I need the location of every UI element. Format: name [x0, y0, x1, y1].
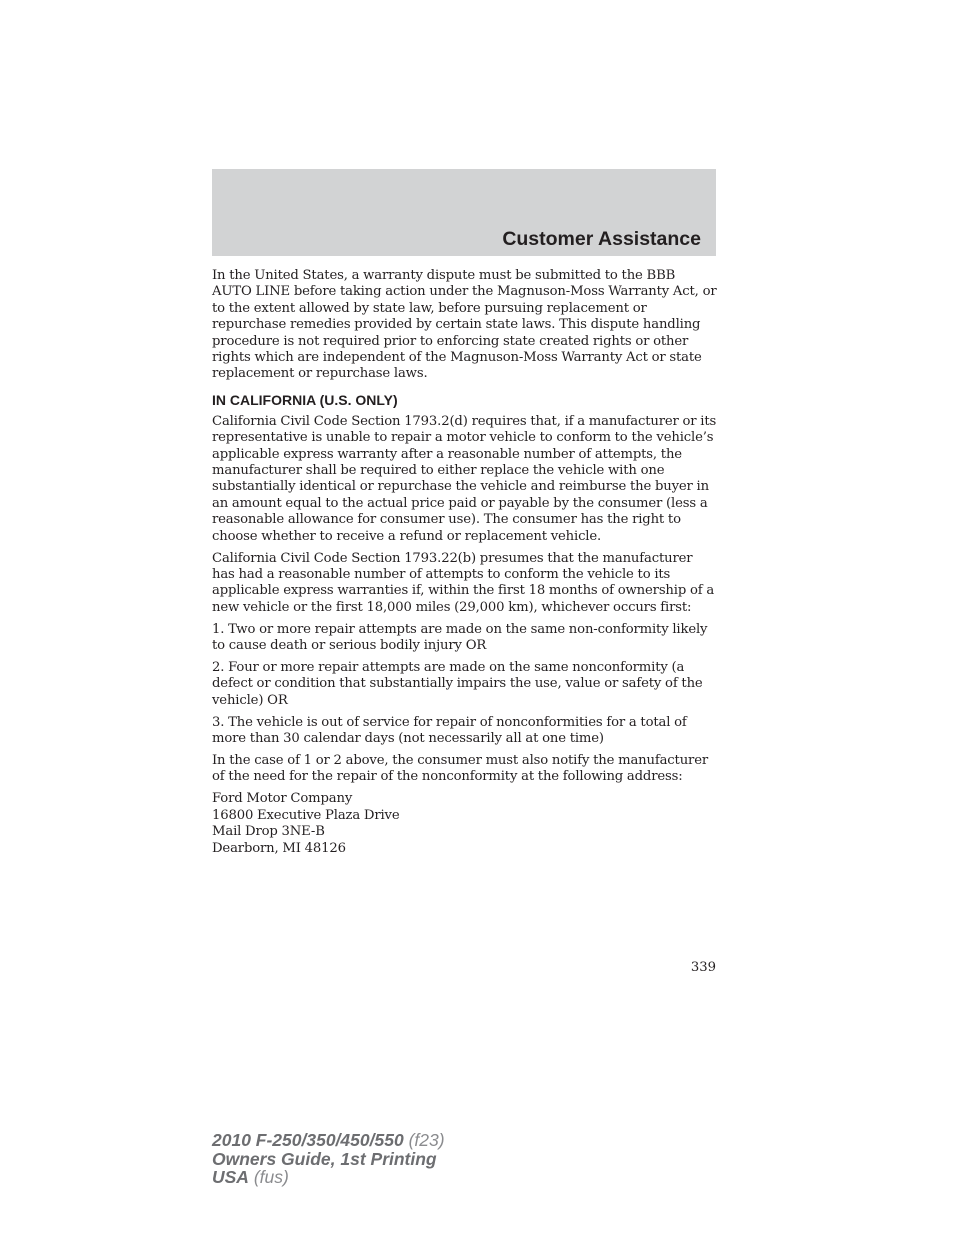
list-item: 1. Two or more repair attempts are made on the same non-conformity likely to cause death or serious bodily injury OR: [212, 621, 708, 654]
intro-paragraph: In the United States, a warranty dispute must be submitted to the BBB AUTO LINE before taking action under the Magnuson-Moss Warranty Act, or to the extent allowed by state law, before pursuing replacement or repurchase remedies provided by certain state laws. This dispute handling procedure is not required prior to enforcing state created rights or other rights which are independent of the Magnuson-Moss Warranty Act or state replacement or repurchase laws.: [212, 268, 717, 382]
address-line: Ford Motor Company: [212, 791, 353, 807]
california-paragraph-1: California Civil Code Section 1793.2(d) requires that, if a manufacturer or its representative is unable to repair a motor vehicle to conform to the vehicle’s applicable express warranty after a reasonable number of attempts, the manufacturer shall be required to either replace the vehicle with one substantially identical or repurchase the vehicle and reimburse the buyer in an amount equal to the actual price paid or payable by the consumer (less a reasonable allowance for consumer use). The consumer has the right to choose whether to receive a refund or replacement vehicle.: [212, 413, 717, 544]
list-item: 2. Four or more repair attempts are made on the same nonconformity (a defect or condition that substantially impairs the use, value or safety of the vehicle) OR: [212, 660, 703, 708]
footer-guide: Owners Guide, 1st Printing: [212, 1148, 437, 1169]
list-item: 3. The vehicle is out of service for repair of nonconformities for a total of more than 30 calendar days (not necessarily all at one time): [212, 714, 687, 747]
footer-model: 2010 F-250/350/450/550: [212, 1130, 404, 1150]
california-paragraph-2: California Civil Code Section 1793.22(b) presumes that the manufacturer has had a reasonable number of attempts to conform the vehicle to its applicable express warranties if, within the first 18 months of ownership of a new vehicle or the first 18,000 miles (29,000 km), whichever occurs first:: [212, 550, 715, 615]
page-number: 339: [690, 960, 716, 975]
address-line: Dearborn, MI 48126: [212, 840, 346, 856]
footer-region: USA: [212, 1167, 249, 1187]
footer-region-line: [212, 1168, 445, 1187]
footer-model-code: (f23): [408, 1130, 445, 1150]
notify-paragraph: In the case of 1 or 2 above, the consumer must also notify the manufacturer of the need for the repair of the nonconformity at the following address:: [212, 753, 709, 785]
section-title: Customer Assistance: [502, 228, 701, 250]
mailing-address: [212, 791, 718, 857]
document-footer: [212, 1131, 445, 1187]
page-content: [212, 268, 718, 863]
address-line: Mail Drop 3NE-B: [212, 824, 325, 840]
address-line: 16800 Executive Plaza Drive: [212, 807, 400, 823]
footer-model-line: [212, 1131, 445, 1150]
footer-region-code: (fus): [253, 1167, 289, 1187]
california-heading: IN CALIFORNIA (U.S. ONLY): [212, 391, 398, 408]
section-header-band: [212, 169, 716, 256]
